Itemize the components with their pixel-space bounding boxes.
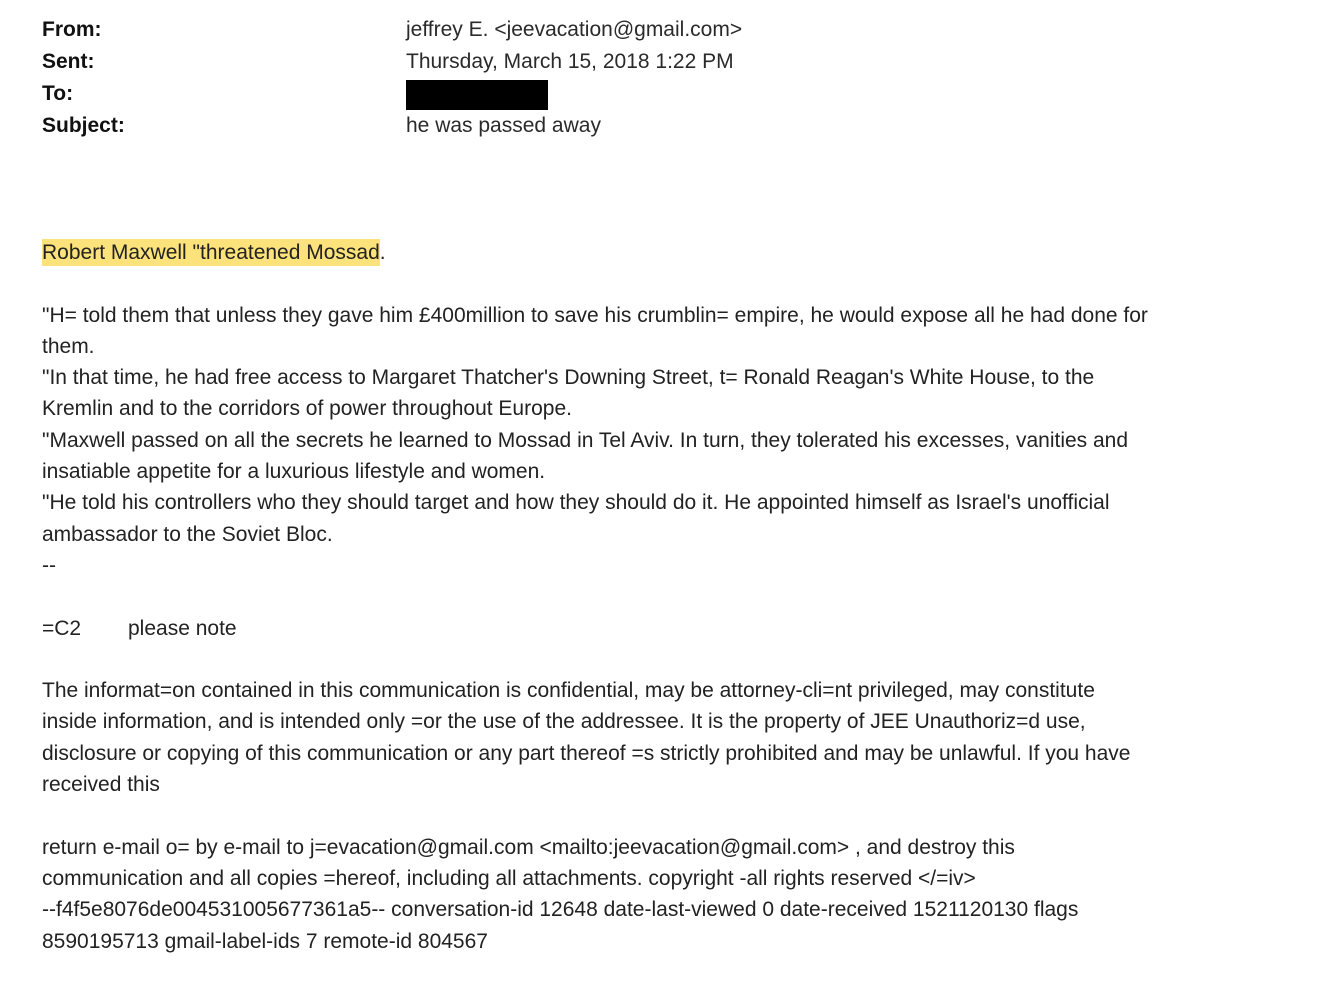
email-body [42, 237, 1302, 957]
disclaimer-line: The informat=on contained in this communication is confidential, may be attorney-cli=nt privileged, may constitute [42, 679, 1095, 703]
footer-line: communication and all copies =hereof, including all attachments. copyright -all rights reserved </=iv> [42, 866, 976, 890]
to-label: To: [42, 82, 74, 105]
note-line [42, 613, 1302, 644]
quote-block [42, 300, 1302, 550]
from-label: From: [42, 18, 102, 41]
redaction-block [406, 80, 548, 110]
signature-separator: -- [42, 553, 56, 577]
from-row [42, 14, 1042, 46]
headline [42, 237, 1302, 268]
from-value: jeffrey E. <jeevacation@gmail.com> [406, 18, 743, 41]
sent-value: Thursday, March 15, 2018 1:22 PM [406, 50, 734, 73]
to-value [406, 78, 548, 110]
subject-row [42, 110, 1042, 142]
email-header [42, 14, 1042, 142]
sent-row [42, 46, 1042, 78]
quote-line: insatiable appetite for a luxurious lifestyle and women. [42, 460, 546, 484]
quote-line: "In that time, he had free access to Margaret Thatcher's Downing Street, t= Ronald Reagan's White House, to the [42, 366, 1095, 390]
quote-line: "Maxwell passed on all the secrets he learned to Mossad in Tel Aviv. In turn, they tolerated his excesses, vanities and [42, 428, 1129, 452]
headline-suffix: . [379, 241, 386, 264]
disclaimer-block [42, 675, 1302, 800]
quote-line: "He told his controllers who they should target and how they should do it. He appointed himself as Israel's unofficial [42, 491, 1110, 515]
disclaimer-line: received this [42, 773, 160, 797]
quote-line: Kremlin and to the corridors of power throughout Europe. [42, 397, 572, 421]
note-text: please note [128, 616, 237, 640]
footer-block [42, 832, 1302, 957]
disclaimer-line: disclosure or copying of this communication or any part thereof =s strictly prohibited and may be unlawful. If you have [42, 741, 1131, 765]
note-code: =C2 [42, 616, 82, 640]
highlighted-headline: Robert Maxwell "threatened Mossad [42, 241, 380, 264]
quote-line: them. [42, 334, 95, 358]
subject-label: Subject: [42, 114, 125, 137]
to-row [42, 78, 1042, 110]
footer-line: --f4f5e8076de004531005677361a5-- conversation-id 12648 date-last-viewed 0 date-received 1521120130 flags [42, 898, 1079, 922]
quote-line: ambassador to the Soviet Bloc. [42, 522, 333, 546]
quote-line: "H= told them that unless they gave him £400million to save his crumblin= empire, he would expose all he had done for [42, 303, 1148, 327]
footer-line: return e-mail o= by e-mail to j=evacation@gmail.com <mailto:jeevacation@gmail.com> , and destroy this [42, 835, 1015, 859]
subject-value: he was passed away [406, 114, 601, 137]
footer-line: 8590195713 gmail-label-ids 7 remote-id 804567 [42, 929, 488, 953]
disclaimer-line: inside information, and is intended only =or the use of the addressee. It is the property of JEE Unauthoriz=d use, [42, 710, 1086, 734]
sent-label: Sent: [42, 50, 95, 73]
